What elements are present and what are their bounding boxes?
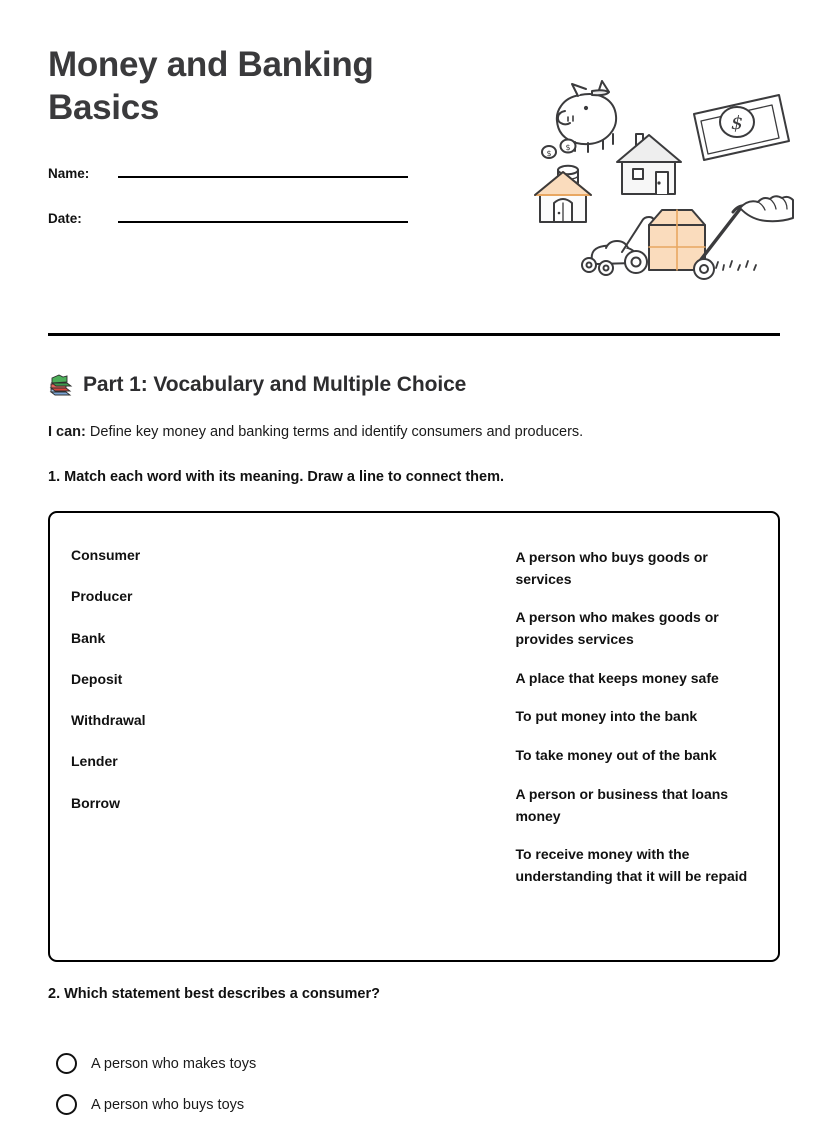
question-1-prompt: 1. Match each word with its meaning. Draw a line to connect them. (48, 469, 505, 485)
matching-definitions-column (515, 547, 778, 960)
choice-label: A person who buys toys (91, 1096, 245, 1113)
small-house-icon (535, 172, 591, 222)
matching-terms-column (50, 547, 515, 960)
svg-text:$: $ (565, 143, 571, 152)
section-divider (48, 333, 780, 336)
i-can-statement (48, 424, 583, 440)
matching-definition[interactable]: To put money into the bank (515, 708, 698, 725)
matching-definition[interactable]: A person who makes goods or provides services (515, 609, 719, 648)
question-2-prompt: 2. Which statement best describes a consumer? (48, 986, 380, 1002)
choice-label: A person who makes toys (91, 1055, 257, 1072)
radio-button-icon[interactable] (56, 1053, 77, 1074)
i-can-text: Define key money and banking terms and identify consumers and producers. (85, 424, 584, 440)
money-and-banking-illustration (518, 70, 803, 285)
matching-term[interactable]: Withdrawal (71, 712, 146, 729)
matching-term[interactable]: Deposit (71, 670, 123, 687)
matching-definition[interactable]: To receive money with the understanding that it will be repaid (515, 846, 748, 884)
matching-term[interactable]: Bank (71, 629, 106, 646)
hand-icon (740, 196, 793, 221)
header-section (48, 0, 780, 250)
choice-option[interactable] (56, 1084, 556, 1125)
i-can-label: I can: (48, 424, 86, 440)
matching-term[interactable]: Borrow (71, 794, 120, 811)
matching-definition[interactable]: A person who buys goods or services (515, 549, 708, 587)
question-2-options (56, 1043, 556, 1125)
books-icon (48, 372, 74, 398)
choice-option[interactable] (56, 1043, 556, 1084)
radio-button-icon[interactable] (56, 1094, 77, 1115)
matching-activity-box (48, 511, 780, 962)
date-field-row (48, 203, 408, 226)
lawn-mower-icon (582, 217, 654, 275)
matching-term[interactable]: Consumer (71, 547, 141, 563)
part-1-heading (48, 372, 466, 398)
coins-icon (542, 140, 576, 159)
name-field-row (48, 158, 408, 181)
grass-icon (716, 261, 756, 270)
name-label: Name: (48, 166, 90, 181)
svg-text:$: $ (546, 149, 552, 158)
matching-definition[interactable]: A person or business that loans money (515, 785, 729, 824)
dollar-bill-icon (694, 95, 789, 160)
matching-definition[interactable]: To take money out of the bank (515, 747, 717, 764)
matching-term[interactable]: Producer (71, 588, 133, 605)
page-title: Money and Banking Basics (48, 45, 374, 127)
large-house-icon (617, 134, 681, 194)
name-input-line[interactable] (118, 158, 408, 178)
date-input-line[interactable] (118, 203, 408, 223)
svg-text:$: $ (730, 112, 744, 134)
matching-term[interactable]: Lender (71, 753, 118, 770)
date-label: Date: (48, 211, 82, 226)
part-1-title: Part 1: Vocabulary and Multiple Choice (83, 373, 467, 396)
matching-definition[interactable]: A place that keeps money safe (515, 669, 719, 686)
